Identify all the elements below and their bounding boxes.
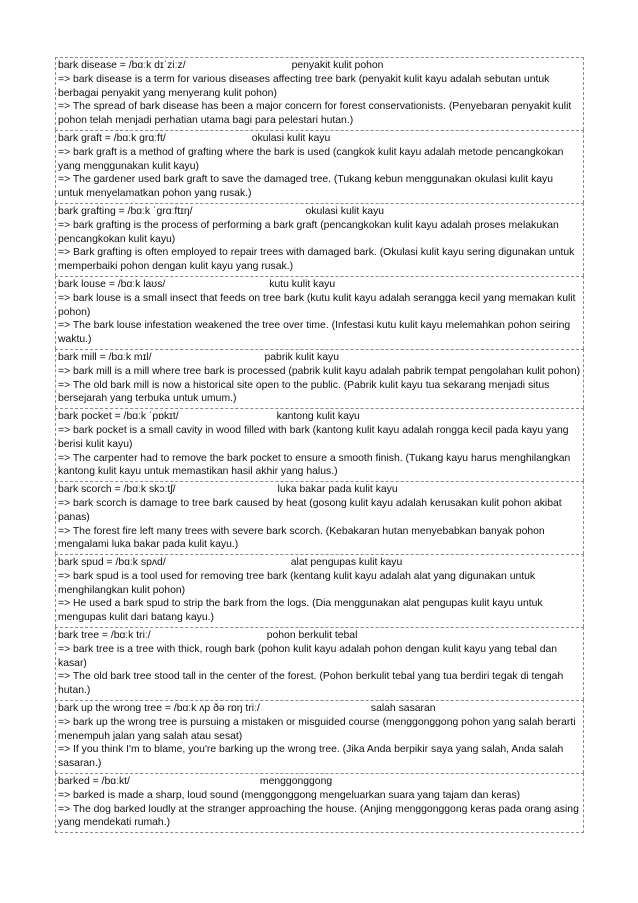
entry-definition: => bark disease is a term for various diseases affecting tree bark (penyakit kulit kayu adalah sebutan untuk berbagai penyakit yang menyerang kulit pohon) (58, 73, 550, 99)
entry-example: => The bark louse infestation weakened the tree over time. (Infestasi kutu kulit kayu melemahkan pohon seiring waktu.) (58, 320, 571, 346)
entry-term: bark up the wrong tree = /bɑːk ʌp ðə rɒŋ triː/ (58, 703, 260, 715)
entry-definition: => bark scorch is damage to tree bark caused by heat (gosong kulit kayu adalah kerusakan kulit pohon akibat panas) (58, 497, 562, 523)
entry-translation: kantong kulit kayu (276, 411, 360, 423)
vocab-entry (55, 481, 584, 554)
entry-term: bark spud = /bɑːk spʌd/ (58, 557, 166, 569)
header-spacer (166, 556, 291, 570)
entry-header (58, 59, 581, 73)
entry-term: bark pocket = /bɑːk ˈpɒkɪt/ (58, 411, 179, 423)
vocab-entry (55, 554, 584, 627)
entry-example: => Bark grafting is often employed to repair trees with damaged bark. (Okulasi kulit kayu sering digunakan untuk memperbaiki pohon dengan kulit kayu yang rusak.) (58, 247, 575, 273)
vocab-entry (55, 349, 584, 408)
entry-term: bark tree = /bɑːk triː/ (58, 630, 151, 642)
header-spacer (193, 205, 306, 219)
entry-header (58, 483, 581, 497)
vocab-entry (55, 627, 584, 700)
header-spacer (130, 775, 260, 789)
vocab-entry (55, 57, 584, 130)
entry-header (58, 702, 581, 716)
entry-header (58, 278, 581, 292)
entry-definition: => bark pocket is a small cavity in wood filled with bark (kantong kulit kayu adalah rongga kecil pada kayu yang berisi kulit kayu) (58, 424, 569, 450)
entry-translation: salah sasaran (370, 703, 436, 715)
entry-translation: pabrik kulit kayu (264, 351, 340, 363)
header-spacer (176, 483, 278, 497)
entry-header (58, 629, 581, 643)
header-spacer (186, 59, 292, 73)
entry-definition: => bark tree is a tree with thick, rough bark (pohon kulit kayu adalah pohon dengan kulit kayu yang tebal dan kasar) (58, 643, 558, 669)
entry-definition: => bark grafting is the process of performing a bark graft (pencangkokan kulit kayu adalah proses melakukan pencangkokan kulit kayu) (58, 219, 559, 245)
vocab-entry (55, 130, 584, 203)
vocab-entry (55, 203, 584, 276)
entry-translation: kutu kulit kayu (269, 278, 336, 290)
entry-example: => The old bark tree stood tall in the center of the forest. (Pohon berkulit tebal yang tua berdiri tegak di tengah hutan.) (58, 671, 564, 697)
entry-definition: => bark up the wrong tree is pursuing a mistaken or misguided course (menggonggong pohon yang salah berarti menempuh jalan yang salah atau sesat) (58, 716, 576, 742)
entry-header (58, 205, 581, 219)
entry-header (58, 775, 581, 789)
entry-translation: menggonggong (259, 776, 333, 788)
entry-header (58, 556, 581, 570)
entry-term: bark disease = /bɑːk dɪˈziːz/ (58, 60, 186, 71)
entry-translation: okulasi kulit kayu (305, 205, 385, 217)
entry-example: => The forest fire left many trees with severe bark scorch. (Kebakaran hutan menyebabkan banyak pohon mengalami luka bakar pada kulit kayu.) (58, 525, 545, 551)
header-spacer (151, 629, 267, 643)
entry-definition: => bark graft is a method of grafting where the bark is used (cangkok kulit kayu adalah metode pencangkokan yang menggunakan kulit kayu) (58, 146, 564, 172)
entry-definition: => bark louse is a small insect that feeds on tree bark (kutu kulit kayu adalah serangga kecil yang memakan kulit pohon) (58, 292, 576, 318)
entry-example: => The spread of bark disease has been a major concern for forest conservationists. (Penyebaran penyakit kulit pohon telah menjadi perhatian utama bagi para pelestari hutan.) (58, 101, 572, 127)
entry-example: => The gardener used bark graft to save the damaged tree. (Tukang kebun menggunakan okulasi kulit kayu untuk menyelamatkan pohon yang rusak.) (58, 174, 554, 200)
header-spacer (260, 702, 371, 716)
header-spacer (152, 351, 265, 365)
entry-term: bark grafting = /bɑːk ˈɡrɑːftɪŋ/ (58, 205, 193, 217)
entry-term: barked = /bɑːkt/ (58, 776, 130, 788)
vocabulary-list (55, 57, 584, 833)
header-spacer (179, 410, 277, 424)
vocab-entry (55, 773, 584, 833)
entry-translation: okulasi kulit kayu (251, 132, 331, 144)
entry-header (58, 410, 581, 424)
entry-translation: penyakit kulit pohon (291, 60, 384, 71)
vocab-entry (55, 276, 584, 349)
vocab-entry (55, 700, 584, 773)
entry-example: => The carpenter had to remove the bark pocket to ensure a smooth finish. (Tukang kayu harus menghilangkan kantong kulit kayu untuk memastikan hasil akhir yang halus.) (58, 452, 571, 478)
entry-term: bark scorch = /bɑːk skɔːtʃ/ (58, 484, 176, 496)
entry-definition: => bark spud is a tool used for removing tree bark (kentang kulit kayu adalah alat yang digunakan untuk menghilangkan kulit pohon) (58, 570, 536, 596)
entry-term: bark graft = /bɑːk ɡrɑːft/ (58, 132, 166, 144)
header-spacer (166, 132, 252, 146)
entry-translation: alat pengupas kulit kayu (290, 557, 403, 569)
vocab-entry (55, 408, 584, 481)
entry-definition: => barked is made a sharp, loud sound (menggonggong mengeluarkan suara yang tajam dan keras) (58, 789, 521, 801)
entry-example: => The old bark mill is now a historical site open to the public. (Pabrik kulit kayu tua sekarang menjadi situs bersejarah yang terbuka untuk umum.) (58, 379, 550, 405)
entry-example: => If you think I'm to blame, you're barking up the wrong tree. (Jika Anda berpikir saya yang salah, Anda salah sasaran.) (58, 744, 564, 770)
entry-definition: => bark mill is a mill where tree bark is processed (pabrik kulit kayu adalah pabrik tempat pengolahan kulit pohon) (58, 365, 581, 377)
entry-example: => He used a bark spud to strip the bark from the logs. (Dia menggunakan alat pengupas kulit kayu untuk mengupas kulit dari batang kayu.) (58, 598, 543, 624)
entry-term: bark louse = /bɑːk laʊs/ (58, 278, 166, 290)
entry-header (58, 351, 581, 365)
entry-term: bark mill = /bɑːk mɪl/ (58, 351, 152, 363)
entry-translation: pohon berkulit tebal (266, 630, 358, 642)
entry-translation: luka bakar pada kulit kayu (277, 484, 398, 496)
entry-example: => The dog barked loudly at the stranger approaching the house. (Anjing menggonggong keras pada orang asing yang mendekati rumah.) (58, 803, 579, 829)
header-spacer (165, 278, 269, 292)
entry-header (58, 132, 581, 146)
